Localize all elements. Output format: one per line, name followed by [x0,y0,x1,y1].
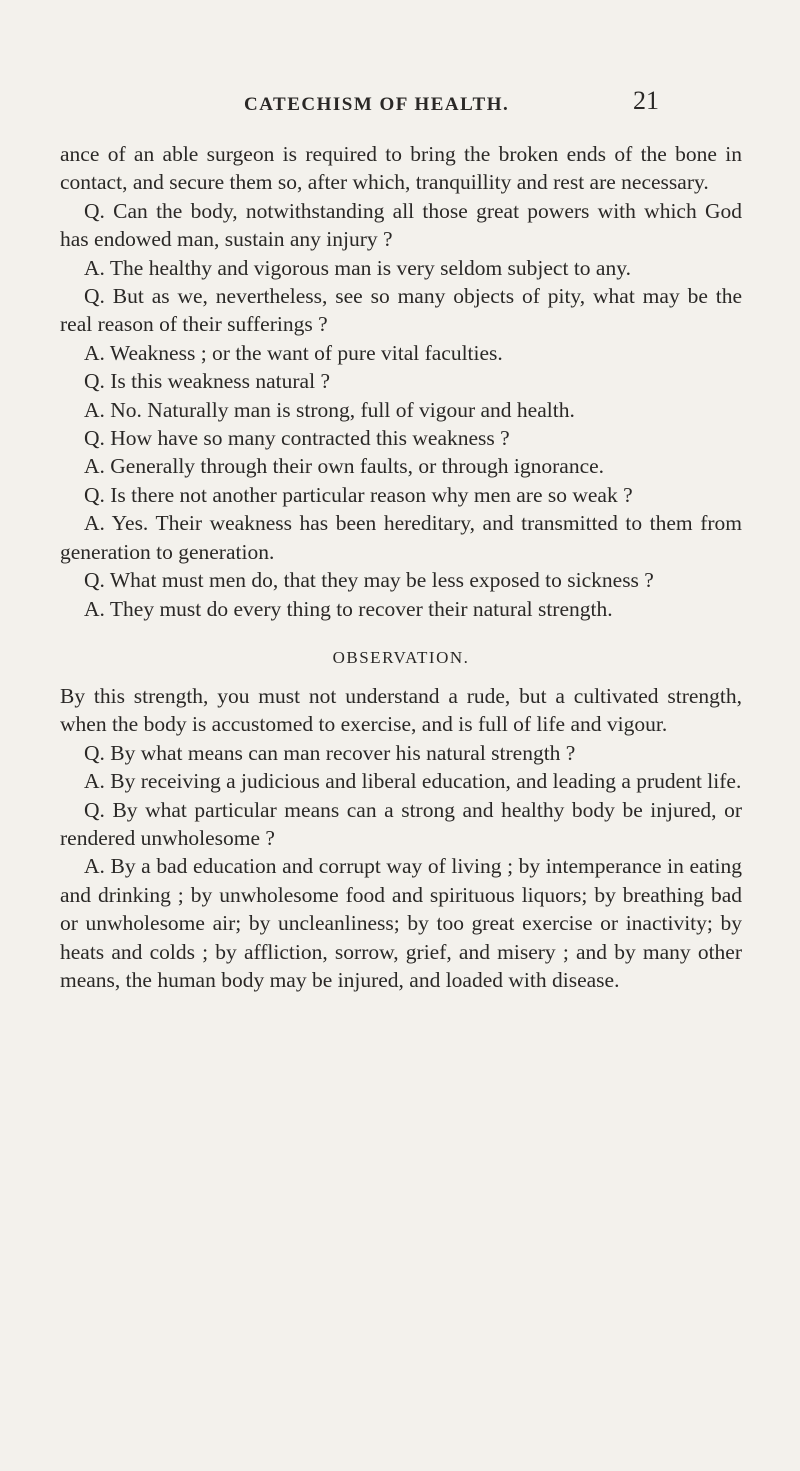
observation-paragraph: By this strength, you must not understand a rude, but a cultivated strength, when the body is accustomed to exercise, and is full of life and vigour. [60,683,742,737]
question-paragraph: Q. How have so many contracted this weakness ? [84,426,510,451]
question-paragraph: Q. Can the body, notwithstanding all those great powers with which God has endowed man, sustain any injury ? [60,198,742,252]
answer-paragraph: A. Generally through their own faults, or through ignorance. [84,454,605,479]
answer-paragraph: A. Yes. Their weakness has been hereditary, and transmitted to them from generation to generation. [60,511,742,564]
answer-paragraph: A. They must do every thing to recover their natural strength. [84,596,613,621]
question-paragraph: Q. But as we, nevertheless, see so many objects of pity, what may be the real reason of their sufferings ? [60,284,742,337]
answer-paragraph: A. By a bad education and corrupt way of living ; by intemperance in eating and drinking ; by unwholesome food and spirituous liquors; by breathing bad or unwholesome air; by uncleanliness; by too great exercise or inactivity; by heats and colds ; by affliction, sorrow, grief, and misery ; and by many other means, the human body may be injured, and loaded with disease. [60,854,742,992]
answer-paragraph: A. No. Naturally man is strong, full of vigour and health. [84,397,575,422]
question-paragraph: Q. By what means can man recover his natural strength ? [84,740,576,765]
question-paragraph: Q. By what particular means can a strong and healthy body be injured, or rendered unwholesome ? [60,797,742,850]
section-heading: OBSERVATION. [332,647,470,667]
question-paragraph: Q. What must men do, that they may be less exposed to sickness ? [84,568,654,593]
running-head [0,84,800,124]
answer-paragraph: A. Weakness ; or the want of pure vital faculties. [84,340,503,365]
question-paragraph: Q. Is this weakness natural ? [84,369,330,394]
paragraph-continuation: ance of an able surgeon is required to bring the broken ends of the bone in contact, and secure them so, after which, tranquillity and rest are necessary. [60,142,742,195]
answer-paragraph: A. By receiving a judicious and liberal education, and leading a prudent life. [84,769,742,794]
page-number: 21 [633,86,659,115]
body-text [60,140,742,994]
running-title: CATECHISM OF HEALTH. [244,94,510,115]
answer-paragraph: A. The healthy and vigorous man is very seldom subject to any. [84,255,631,280]
question-paragraph: Q. Is there not another particular reason why men are so weak ? [84,482,633,507]
